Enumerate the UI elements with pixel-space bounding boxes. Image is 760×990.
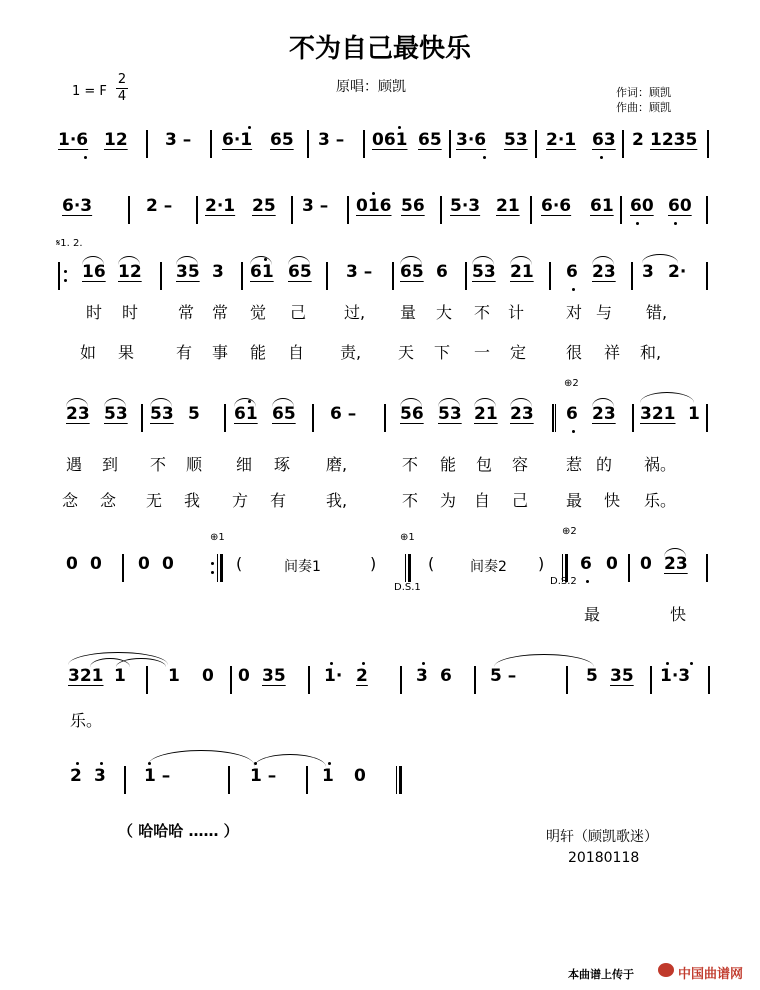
barline	[228, 766, 230, 794]
note: 53	[472, 262, 496, 282]
lyric: 的	[596, 455, 613, 474]
note: 5	[586, 666, 598, 686]
slur	[118, 256, 140, 265]
slur	[250, 256, 272, 265]
barline	[566, 666, 568, 694]
barline	[146, 666, 148, 694]
note: 321	[640, 404, 676, 424]
note: 2·	[668, 262, 687, 282]
barline	[141, 404, 143, 432]
ds2-marker: D.S.2	[550, 576, 577, 587]
note: 0	[238, 666, 250, 686]
lyric: 与	[596, 303, 613, 322]
lyric: 念	[62, 491, 79, 510]
barline	[650, 666, 652, 694]
note: 35	[262, 666, 286, 686]
barline	[535, 130, 537, 158]
barline	[465, 262, 467, 290]
lyric: 常	[178, 303, 195, 322]
slur	[104, 398, 126, 407]
high-octave-dot	[398, 126, 401, 129]
barline	[622, 130, 624, 158]
low-octave-dot	[483, 156, 486, 159]
repeat-dot	[64, 270, 67, 273]
barline	[706, 196, 708, 224]
barline	[474, 666, 476, 694]
note: 0	[162, 554, 174, 574]
lyric: 一	[474, 343, 491, 362]
slur	[288, 256, 310, 265]
high-octave-dot	[100, 762, 103, 765]
tie	[254, 754, 326, 767]
key-signature: 1 = F	[72, 84, 107, 99]
low-octave-dot	[636, 222, 639, 225]
lyric: 不	[474, 303, 491, 322]
note: 23	[592, 404, 616, 424]
lyric: 常	[212, 303, 229, 322]
lyric: 自	[288, 343, 305, 362]
low-octave-dot	[572, 430, 575, 433]
lyric: 惹	[566, 455, 583, 474]
high-octave-dot	[362, 662, 365, 665]
lyric: 琢	[274, 455, 291, 474]
high-octave-dot	[690, 662, 693, 665]
lyric: 乐。	[70, 711, 103, 730]
slur	[664, 548, 686, 557]
barline	[326, 262, 328, 290]
barline	[363, 130, 365, 158]
lyric: 觉	[250, 303, 267, 322]
slur	[474, 398, 496, 407]
score-row-2	[0, 196, 760, 236]
date-credit: 20180118	[568, 850, 640, 866]
note: 65	[272, 404, 296, 424]
note: 60	[668, 196, 692, 216]
composer-credit: 作曲：顾凯	[616, 101, 671, 114]
note: 2	[356, 666, 368, 686]
note: 3 –	[346, 262, 373, 282]
barline	[124, 766, 126, 794]
slur	[400, 256, 422, 265]
barline	[706, 554, 708, 582]
slur	[82, 256, 104, 265]
slur	[592, 398, 614, 407]
page-title: 不为自己最快乐	[288, 34, 471, 64]
lyric: 能	[440, 455, 457, 474]
low-octave-dot	[84, 156, 87, 159]
note: 0	[640, 554, 652, 574]
site-logo-icon	[658, 963, 674, 977]
barline	[384, 404, 386, 432]
note: 6 –	[330, 404, 357, 424]
lyric: 顺	[186, 455, 203, 474]
lyric: 不	[402, 455, 419, 474]
barline	[400, 666, 402, 694]
lyric: 时	[122, 303, 139, 322]
score-row-3	[0, 262, 760, 362]
lyric: 责,	[340, 343, 362, 362]
note: 1 –	[144, 766, 171, 786]
tie	[148, 750, 254, 765]
barline	[230, 666, 232, 694]
barline	[196, 196, 198, 224]
barline	[620, 196, 622, 224]
lyric: 细	[236, 455, 253, 474]
lyric: 时	[86, 303, 103, 322]
ds1-marker: D.S.1	[394, 582, 421, 593]
barline	[241, 262, 243, 290]
barline	[707, 130, 709, 158]
note: 0	[90, 554, 102, 574]
note: 2	[632, 130, 644, 150]
slur	[150, 398, 172, 407]
barline	[160, 262, 162, 290]
singer-credit: 原唱：顾凯	[336, 79, 406, 95]
high-octave-dot	[76, 762, 79, 765]
note: 6	[566, 262, 578, 282]
lyric: 大	[436, 303, 453, 322]
repeat-barline	[58, 262, 60, 290]
lyric: 遇	[66, 455, 83, 474]
note: 3	[212, 262, 224, 282]
slur	[438, 398, 460, 407]
barline	[405, 554, 406, 582]
note: 35	[176, 262, 200, 282]
slur	[400, 398, 422, 407]
note: 1 –	[250, 766, 277, 786]
lyric: 容	[512, 455, 529, 474]
repeat-barline	[220, 554, 223, 582]
lyric: 对	[566, 303, 583, 322]
note: 53	[150, 404, 174, 424]
slur	[66, 398, 88, 407]
note: 6·6	[541, 196, 572, 216]
site-name: 中国曲谱网	[678, 967, 744, 982]
score-row-6	[0, 666, 760, 736]
barline	[396, 766, 397, 794]
note: 6	[436, 262, 448, 282]
low-octave-dot	[600, 156, 603, 159]
note: 65	[400, 262, 424, 282]
note: 2·1	[205, 196, 236, 216]
barline	[706, 404, 708, 432]
lyric: 为	[440, 491, 457, 510]
lyric: 己	[512, 491, 529, 510]
note: 3·6	[456, 130, 487, 150]
note: 3 –	[165, 130, 192, 150]
coda-mark: ⊕1	[210, 532, 225, 543]
note: 1	[168, 666, 180, 686]
repeat-dot	[211, 571, 214, 574]
high-octave-dot	[372, 192, 375, 195]
note: 56	[401, 196, 425, 216]
note: 63	[592, 130, 616, 150]
lyric: 量	[400, 303, 417, 322]
time-signature	[116, 72, 128, 105]
lyric: 念	[100, 491, 117, 510]
slur	[640, 392, 694, 403]
lyric: 祸。	[644, 455, 677, 474]
barline	[217, 554, 218, 582]
note: 65	[288, 262, 312, 282]
note: 321	[68, 666, 104, 686]
lyric: 最	[566, 491, 583, 510]
interlude-2-label: 间奏2	[470, 559, 507, 575]
lyric: 自	[474, 491, 491, 510]
barline	[706, 262, 708, 290]
note: 016	[356, 196, 392, 216]
low-octave-dot	[586, 580, 589, 583]
barline	[392, 262, 394, 290]
barline	[552, 404, 554, 432]
barline	[291, 196, 293, 224]
coda-mark: ⊕2	[564, 378, 579, 389]
note: 16	[82, 262, 106, 282]
score-row-4	[0, 404, 760, 510]
barline	[555, 404, 556, 432]
note: 3	[642, 262, 654, 282]
slur	[510, 398, 532, 407]
low-octave-dot	[572, 288, 575, 291]
lyric: 下	[434, 343, 451, 362]
lyric: 我	[184, 491, 201, 510]
lyric: 有	[176, 343, 193, 362]
lyric: 到	[102, 455, 119, 474]
lyric: 最	[584, 605, 601, 624]
lyric: 定	[510, 343, 527, 362]
repeat-dot	[211, 562, 214, 565]
slur	[642, 254, 678, 263]
lyric: 很	[566, 343, 583, 362]
interlude-1-label: 间奏1	[284, 559, 321, 575]
note: 65	[418, 130, 442, 150]
high-octave-dot	[248, 126, 251, 129]
score-row-7	[0, 766, 760, 796]
barline	[440, 196, 442, 224]
note: 6	[566, 404, 578, 424]
note: 61	[250, 262, 274, 282]
lyric: 过,	[344, 303, 366, 322]
note: 3 –	[318, 130, 345, 150]
slur	[472, 256, 494, 265]
lyric: 错,	[646, 303, 668, 322]
note: 6	[580, 554, 592, 574]
lyric: 不	[402, 491, 419, 510]
note: 2	[70, 766, 82, 786]
note: 56	[400, 404, 424, 424]
note: 12	[118, 262, 142, 282]
barline	[224, 404, 226, 432]
lyric: 包	[476, 455, 493, 474]
tie	[494, 654, 594, 667]
note: 6·1	[222, 130, 253, 150]
barline	[146, 130, 148, 158]
high-octave-dot	[328, 762, 331, 765]
lyric: 计	[508, 303, 525, 322]
note: 65	[270, 130, 294, 150]
note: 25	[252, 196, 276, 216]
barline	[306, 766, 308, 794]
barline	[549, 262, 551, 290]
note: 6·3	[62, 196, 93, 216]
barline	[210, 130, 212, 158]
note: 23	[510, 404, 534, 424]
barline	[628, 554, 630, 582]
score-row-1	[0, 130, 760, 170]
barline	[308, 666, 310, 694]
high-octave-dot	[254, 762, 257, 765]
lyric: 如	[80, 343, 97, 362]
slur	[234, 398, 256, 407]
note: 61	[234, 404, 258, 424]
slur	[176, 256, 198, 265]
lyric: 方	[232, 491, 249, 510]
high-octave-dot	[148, 762, 151, 765]
high-octave-dot	[264, 258, 267, 261]
note: 23	[592, 262, 616, 282]
lyric: 乐。	[644, 491, 677, 510]
note: 6	[440, 666, 452, 686]
lyric: 和,	[640, 343, 662, 362]
laugh-annotation: （ 哈哈哈 …… ）	[118, 822, 239, 840]
slur	[510, 256, 532, 265]
note: 1	[114, 666, 126, 686]
barline	[631, 262, 633, 290]
lyric: 果	[118, 343, 135, 362]
barline	[312, 404, 314, 432]
segno-marker: 𝄋1. 2.	[56, 238, 83, 249]
lyric: 不	[150, 455, 167, 474]
note: 1	[688, 404, 700, 424]
note: 53	[104, 404, 128, 424]
lyric: 有	[270, 491, 287, 510]
note: 21	[510, 262, 534, 282]
lyric: 天	[398, 343, 415, 362]
note: 5	[188, 404, 200, 424]
note: 1·6	[58, 130, 89, 150]
note: 2 –	[146, 196, 173, 216]
note: 35	[610, 666, 634, 686]
note: 53	[504, 130, 528, 150]
note: 1·3	[660, 666, 691, 686]
note: 3	[94, 766, 106, 786]
note: 2·1	[546, 130, 577, 150]
score-row-5: 0 0 0 0 ( 间奏1 ) ( 间奏2 ) 6 0 0 23 D.S.1 D.S.2 最 快	[0, 554, 760, 624]
lyric: 我,	[326, 491, 348, 510]
note: 3 –	[302, 196, 329, 216]
note: 1235	[650, 130, 698, 150]
high-octave-dot	[666, 662, 669, 665]
note: 1	[322, 766, 334, 786]
high-octave-dot	[248, 400, 251, 403]
note: 0	[354, 766, 366, 786]
barline	[128, 196, 130, 224]
lyricist-credit: 作词：顾凯	[616, 86, 671, 99]
barline	[530, 196, 532, 224]
barline	[708, 666, 710, 694]
barline	[449, 130, 451, 158]
note: 1·	[324, 666, 343, 686]
coda-mark: ⊕2	[562, 526, 577, 537]
upload-note: 本曲谱上传于	[568, 968, 634, 981]
note: 0	[606, 554, 618, 574]
note: 12	[104, 130, 128, 150]
barline	[307, 130, 309, 158]
note: 23	[664, 554, 688, 574]
note: 5 –	[490, 666, 517, 686]
lyric: 祥	[604, 343, 621, 362]
time-denominator: 4	[117, 89, 127, 104]
slur	[592, 256, 614, 265]
time-numerator: 2	[117, 72, 127, 87]
lyric: 事	[212, 343, 229, 362]
lyric: 快	[604, 491, 621, 510]
final-barline	[399, 766, 402, 794]
note: 21	[474, 404, 498, 424]
barline	[347, 196, 349, 224]
coda-mark: ⊕1	[400, 532, 415, 543]
slur	[272, 398, 294, 407]
barline	[122, 554, 124, 582]
lyric: 磨,	[326, 455, 348, 474]
note: 0	[66, 554, 78, 574]
note: 53	[438, 404, 462, 424]
note: 0	[138, 554, 150, 574]
high-octave-dot	[422, 662, 425, 665]
lyric: 快	[670, 605, 687, 624]
repeat-dot	[64, 279, 67, 282]
lyric: 己	[290, 303, 307, 322]
note: 3	[416, 666, 428, 686]
note: 23	[66, 404, 90, 424]
note: 61	[590, 196, 614, 216]
note: 0	[202, 666, 214, 686]
lyric: 能	[250, 343, 267, 362]
high-octave-dot	[330, 662, 333, 665]
note: 5·3	[450, 196, 481, 216]
barline	[632, 404, 634, 432]
note: 061	[372, 130, 408, 150]
low-octave-dot	[674, 222, 677, 225]
arranger-credit: 明轩（顾凯歌迷）	[546, 829, 658, 845]
lyric: 无	[146, 491, 163, 510]
barline	[408, 554, 411, 582]
note: 60	[630, 196, 654, 216]
note: 21	[496, 196, 520, 216]
